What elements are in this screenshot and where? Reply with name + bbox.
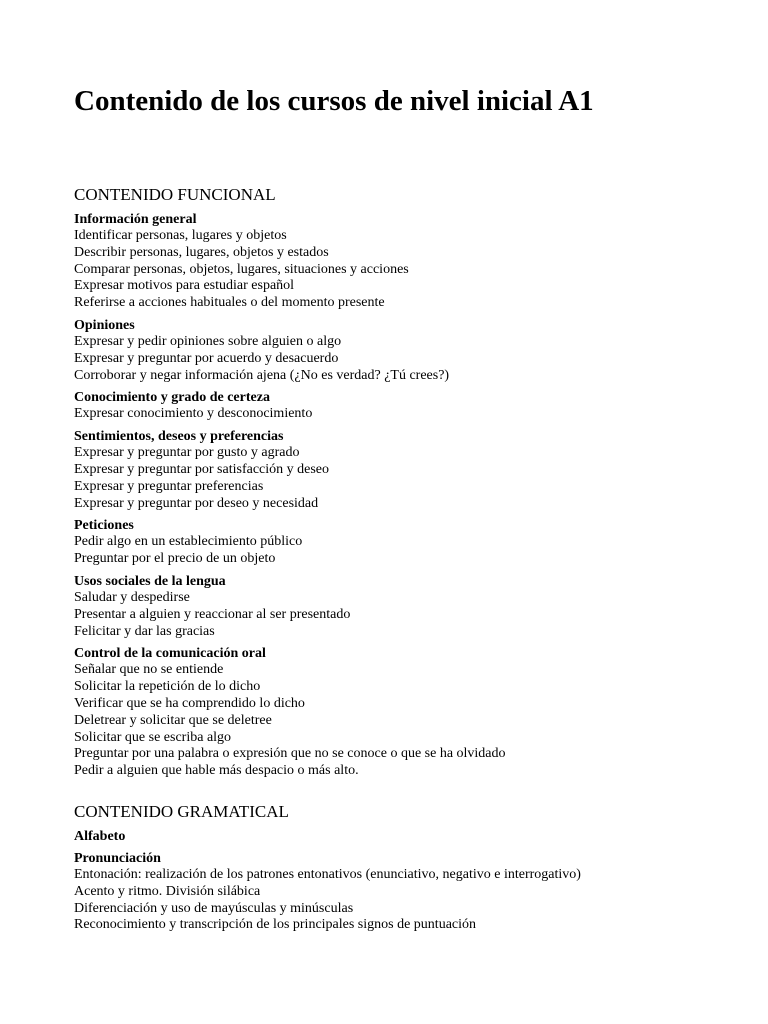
- subsection-heading: Alfabeto: [74, 828, 126, 844]
- content-line: Corroborar y negar información ajena (¿No es verdad? ¿Tú crees?): [74, 367, 450, 383]
- section: [74, 185, 754, 780]
- section-heading: CONTENIDO FUNCIONAL: [74, 185, 276, 204]
- document-content: [74, 163, 754, 934]
- content-line: Reconocimiento y transcripción de los principales signos de puntuación: [74, 917, 477, 933]
- content-line: Diferenciación y uso de mayúsculas y minúsculas: [74, 900, 354, 916]
- content-line: Expresar conocimiento y desconocimiento: [74, 406, 313, 422]
- content-line: Identificar personas, lugares y objetos: [74, 228, 287, 243]
- subsection: [74, 573, 754, 640]
- content-line: Expresar y preguntar por deseo y necesidad: [74, 495, 319, 511]
- content-line: Saludar y despedirse: [74, 589, 190, 605]
- section-heading: CONTENIDO GRAMATICAL: [74, 801, 289, 821]
- subsection: [74, 850, 754, 934]
- subsection-heading: Información general: [74, 212, 197, 227]
- content-line: Felicitar y dar las gracias: [74, 623, 215, 639]
- content-line: Expresar y preguntar por satisfacción y deseo: [74, 461, 330, 477]
- content-line: Deletrear y solicitar que se deletree: [74, 712, 272, 728]
- subsection-heading: Pronunciación: [74, 850, 161, 866]
- content-line: Expresar y pedir opiniones sobre alguien o algo: [74, 333, 342, 349]
- content-line: Expresar motivos para estudiar español: [74, 278, 295, 294]
- content-line: Presentar a alguien y reaccionar al ser presentado: [74, 606, 351, 622]
- subsection: [74, 645, 754, 780]
- subsection: [74, 317, 754, 384]
- subsection-heading: Opiniones: [74, 317, 135, 333]
- subsection-heading: Usos sociales de la lengua: [74, 573, 226, 589]
- subsection: [74, 428, 754, 512]
- section: [74, 802, 754, 934]
- content-line: Señalar que no se entiende: [74, 662, 224, 678]
- subsection-heading: Control de la comunicación oral: [74, 646, 266, 662]
- subsection-heading: Sentimientos, deseos y preferencias: [74, 429, 284, 445]
- content-line: Referirse a acciones habituales o del momento presente: [74, 295, 385, 311]
- content-line: Expresar y preguntar preferencias: [74, 478, 264, 494]
- content-line: Expresar y preguntar por gusto y agrado: [74, 445, 300, 461]
- subsection-heading: Peticiones: [74, 518, 134, 534]
- subsection: [74, 211, 754, 312]
- content-line: Acento y ritmo. División silábica: [74, 883, 261, 899]
- page-title: Contenido de los cursos de nivel inicial A1: [74, 85, 594, 117]
- content-line: Preguntar por una palabra o expresión que no se conoce o que se ha olvidado: [74, 746, 506, 762]
- content-line: Describir personas, lugares, objetos y estados: [74, 244, 329, 260]
- content-line: Verificar que se ha comprendido lo dicho: [74, 695, 305, 711]
- content-line: Solicitar que se escriba algo: [74, 729, 232, 745]
- content-line: Pedir algo en un establecimiento público: [74, 534, 303, 550]
- content-line: Expresar y preguntar por acuerdo y desacuerdo: [74, 350, 339, 366]
- subsection: [74, 828, 754, 845]
- content-line: Entonación: realización de los patrones entonativos (enunciativo, negativo e interrogativo): [74, 866, 581, 882]
- subsection: [74, 389, 754, 423]
- subsection-heading: Conocimiento y grado de certeza: [74, 390, 270, 406]
- content-line: Comparar personas, objetos, lugares, situaciones y acciones: [74, 261, 409, 277]
- content-line: Pedir a alguien que hable más despacio o más alto.: [74, 763, 359, 779]
- subsection: [74, 517, 754, 568]
- content-line: Solicitar la repetición de lo dicho: [74, 679, 261, 695]
- content-line: Preguntar por el precio de un objeto: [74, 551, 276, 567]
